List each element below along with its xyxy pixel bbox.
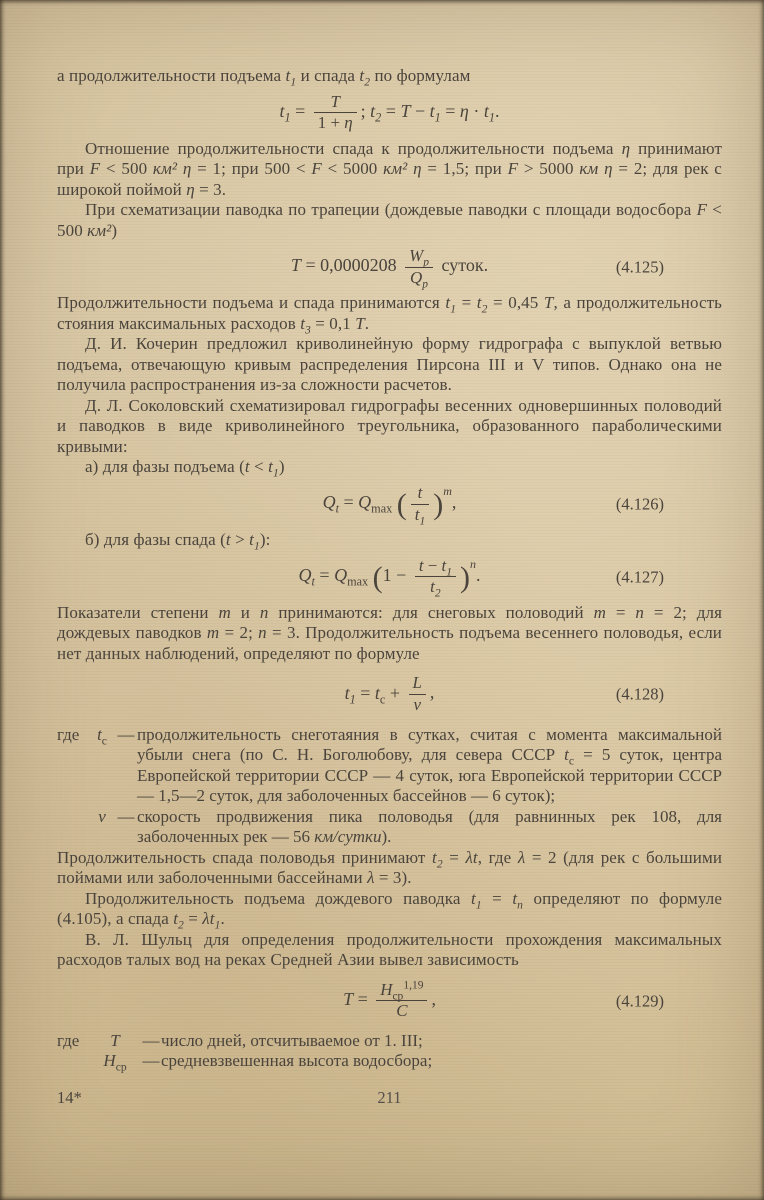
- fraction-numerator: $H_{ср}^{1,19}$: [376, 981, 427, 1002]
- formula-rhs: суток.: [436, 255, 489, 276]
- equation-4-126: [57, 482, 722, 527]
- definition-row-v: [57, 807, 722, 848]
- equation-number-4-126: (4.126): [615, 494, 664, 514]
- formula-lhs: T = 0,0000208: [290, 255, 402, 276]
- definition-body: средневзвешенная высота водосбора;: [161, 1051, 433, 1071]
- paragraph-exponents: Показатели степени m и n принимаются: для снеговых половодий m = n = 2; для дождевых паводков m = 2; n = 3. Продолжительность подъема весеннего половодья, если нет данных наблюдений, определяют по формуле: [57, 602, 722, 663]
- definition-intro: где: [57, 1030, 80, 1050]
- fraction-numerator: L: [409, 674, 426, 695]
- definition-dash: —: [117, 806, 135, 826]
- equation-number-4-125: (4.125): [615, 257, 664, 277]
- paragraph-shults: В. Л. Шульц для определения продолжительности прохождения максимальных расходов талых вод на реках Средней Азии вывел зависимость: [57, 929, 722, 970]
- page-footer: [57, 1088, 722, 1110]
- fraction-denominator: $t_2$: [430, 577, 441, 600]
- fraction-numerator: t: [411, 484, 429, 505]
- definition-dash: —: [142, 1030, 160, 1050]
- equation-number-4-129: (4.129): [615, 991, 664, 1011]
- paragraph-sokolovsky: Д. Л. Соколовский схематизировал гидрографы весенних одновершинных половодий и паводков в виде криволинейного треугольника, образованного параболическими кривыми:: [57, 395, 722, 456]
- printers-signature: 14*: [57, 1087, 82, 1107]
- formula-body: [298, 555, 481, 600]
- formula-body: [345, 674, 435, 714]
- paragraph-trapezoid: При схематизации паводка по трапеции (дождевые паводки с площади водосбора F < 500 км²): [57, 200, 722, 240]
- definition-body: число дней, отсчитываемое от 1. III;: [161, 1030, 423, 1050]
- fraction: [376, 978, 427, 1021]
- formula-body: [343, 978, 436, 1021]
- formula-lhs: $t_1 = t_с$ +: [344, 682, 405, 707]
- formula-rhs: ,: [431, 988, 436, 1009]
- definition-body: скорость продвижения пика половодья (для равнинных рек 108, для заболоченных рек — 56 км/сутки).: [137, 806, 722, 847]
- fraction-numerator: $W_p$: [405, 247, 433, 268]
- paren-close: ): [433, 488, 444, 522]
- formula-rhs: ,: [451, 492, 457, 513]
- fraction: [411, 482, 429, 527]
- formula-rhs: .: [475, 564, 481, 585]
- formula-rhs: ,: [429, 682, 435, 703]
- formula-lhs: $t_1$ =: [279, 100, 310, 125]
- formula-rhs: ; $t_2 = T - t_1 = \eta \cdot t_1$.: [360, 100, 500, 125]
- definition-dash: —: [117, 724, 135, 744]
- fraction-denominator: 1 + η: [317, 113, 353, 133]
- formula-body: [280, 93, 500, 133]
- fraction: [415, 555, 456, 600]
- formula-lhs: $Q_t = Q_{max}$: [298, 564, 369, 589]
- fraction: [314, 93, 357, 133]
- formula-lhs: T =: [343, 988, 373, 1009]
- equation-4-129: [57, 978, 722, 1021]
- fraction: [405, 246, 433, 291]
- paragraph-intro: а продолжительности подъема $t_1$ и спада $t_2$ по формулам: [57, 66, 471, 89]
- fraction-numerator: T: [314, 93, 357, 114]
- fraction-numerator: $t - t_1$: [415, 557, 456, 578]
- paren-close: ): [459, 560, 470, 594]
- paragraph-rain-flood: Продолжительность подъема дождевого паводка $t_1 = t_п$ определяют по формуле (4.105), а спада $t_2 = \lambda t_1$.: [57, 888, 722, 932]
- definition-term: v: [98, 806, 106, 826]
- formula-body: [290, 246, 489, 291]
- paragraph-recession: Продолжительность спада половодья принимают $t_2 = \lambda t$, где λ = 2 (для рек с большими поймами или заболоченными бассейнами λ = 3).: [57, 847, 723, 888]
- definition-row-tc: [57, 725, 722, 807]
- list-item-a: а) для фазы подъема $(t < t_1)$: [85, 457, 285, 480]
- equation-4-128: [57, 674, 722, 714]
- paragraph-eta-ratio: Отношение продолжительности спада к продолжительности подъема η принимают при F < 500 км² η = 1; при 500 < F < 5000 км² η = 1,5; при F > 5000 км η = 2; для рек с широкой поймой η = 3.: [57, 138, 722, 199]
- equation-4-125: [57, 246, 722, 291]
- fraction-denominator: $Q_p$: [410, 267, 428, 291]
- fraction-denominator: v: [413, 694, 421, 714]
- definition-dash: —: [142, 1051, 160, 1071]
- page-number: 211: [377, 1087, 402, 1107]
- equation-number-4-128: (4.128): [615, 684, 664, 704]
- list-item-b: б) для фазы спада $(t > t_1)$:: [85, 530, 271, 553]
- paren-open: (: [372, 560, 383, 594]
- definition-row-Hcp: [57, 1051, 722, 1072]
- definition-body: продолжительность снеготаяния в сутках, считая с момента максимальной убыли снега (по С. Н. Боголюбову, для севера СССР $t_с = 5$ суток, центра Европейской территории СССР — 4 суток, юга Европейской территории СССР — 1,5—2 суток, для заболоченных бассейнов — 6 суток);: [137, 724, 722, 806]
- definition-intro: где: [57, 724, 80, 744]
- paragraph-kocherin: Д. И. Кочерин предложил криволинейную форму гидрографа с выпуклой ветвью подъема, отвечающую кривым распределения Пирсона III и V типов. Однако она не получила распространения из-за сложности расчетов.: [57, 334, 722, 395]
- exponent: n: [469, 556, 476, 571]
- definition-row-T: [57, 1031, 722, 1052]
- equation-number-4-127: (4.127): [615, 567, 664, 587]
- formula-lhs: $Q_t = Q_{max}$: [322, 492, 393, 516]
- definition-term: $t_с$: [97, 724, 107, 747]
- paren-open: (: [396, 488, 407, 522]
- fraction-denominator: $t_1$: [414, 504, 426, 527]
- fraction: [409, 674, 426, 714]
- equation-t1-t2: [57, 93, 722, 133]
- exponent: m: [443, 484, 452, 499]
- equation-4-127: [57, 555, 722, 600]
- formula-body: [322, 482, 457, 527]
- formula-inner: 1 −: [382, 564, 411, 585]
- paragraph-durations: Продолжительности подъема и спада принимаются $t_1 = t_2 = 0,45$ T, а продолжительность стояния максимальных расходов $t_3 = 0,1$ T.: [57, 293, 723, 337]
- definition-term: T: [110, 1030, 120, 1050]
- fraction-denominator: C: [396, 1001, 408, 1021]
- definition-term: $H_{ср}$: [103, 1051, 127, 1074]
